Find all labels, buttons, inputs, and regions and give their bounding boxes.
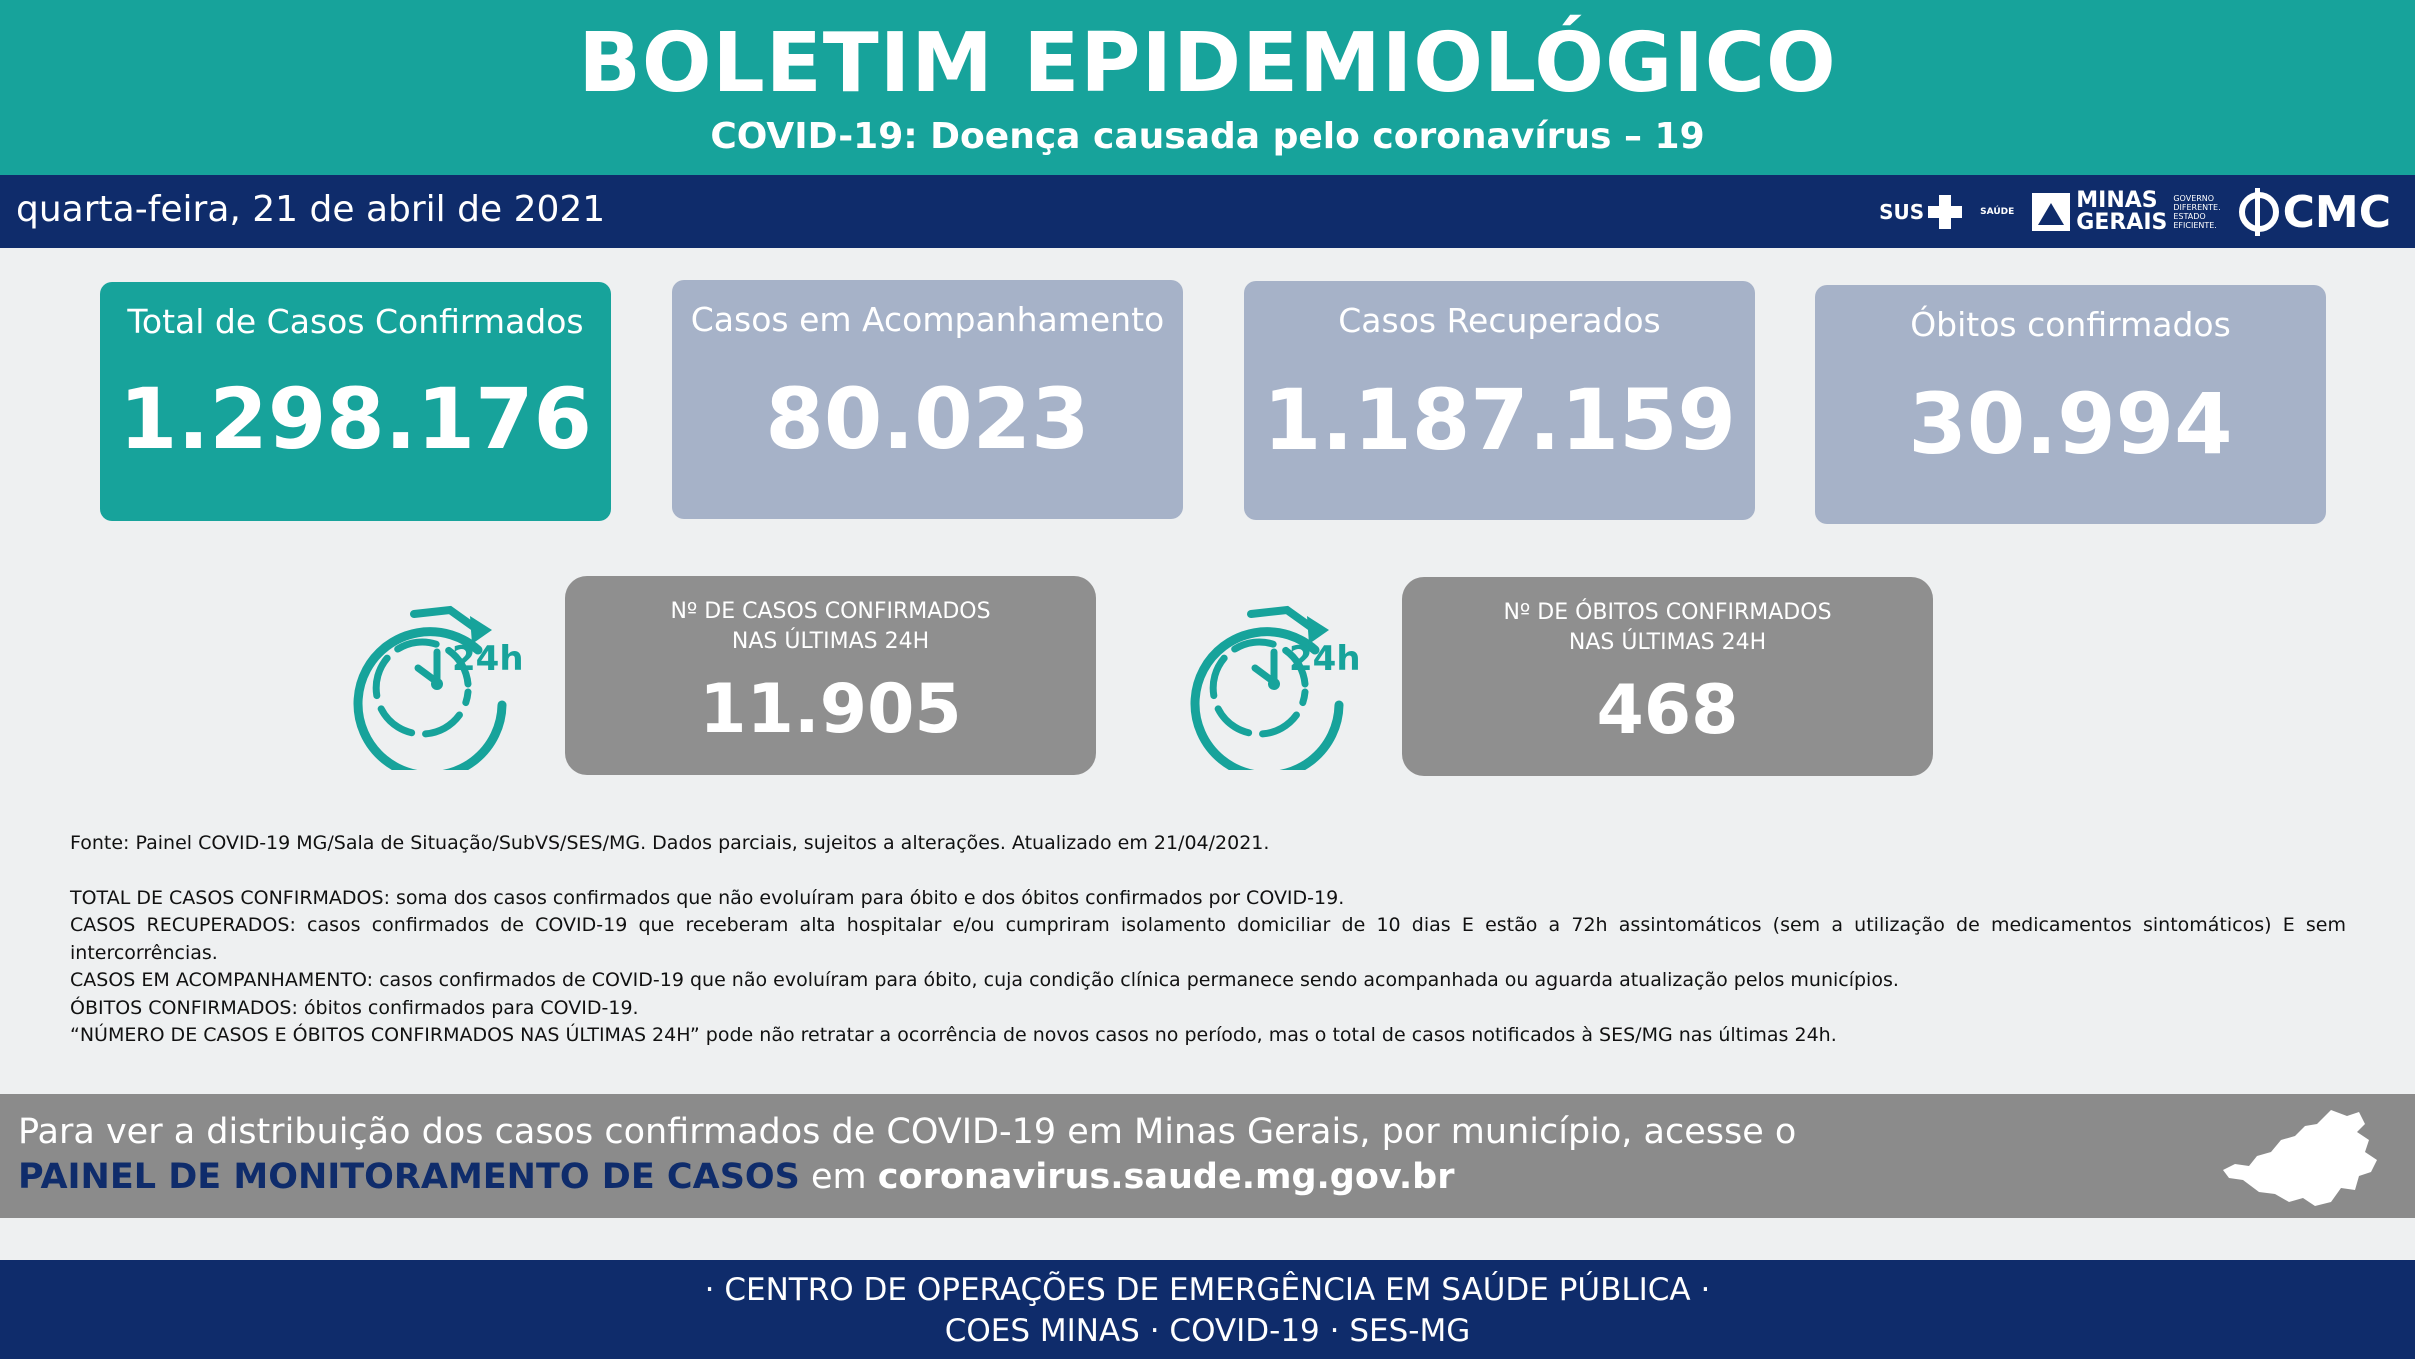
footer-line1: · CENTRO DE OPERAÇÕES DE EMERGÊNCIA EM SAÚDE PÚBLICA · [704, 1272, 1711, 1308]
clock-24h-icon [1187, 600, 1362, 770]
page-title: BOLETIM EPIDEMIOLÓGICO [578, 16, 1837, 111]
card-value: 30.994 [1908, 375, 2233, 473]
footer-bar [0, 1260, 2415, 1359]
access-text: Para ver a distribuição dos casos confirmados de COVID-19 em Minas Gerais, por município, acesse o [18, 1112, 1797, 1152]
clock-label: 24h [1289, 639, 1361, 679]
definition-deaths: ÓBITOS CONFIRMADOS: óbitos confirmados para COVID-19. [70, 996, 639, 1019]
card-deaths-24h [1402, 577, 1933, 776]
mg-logo-line2: GERAIS [2076, 210, 2168, 235]
card-label-line2: NAS ÚLTIMAS 24H [731, 629, 930, 654]
sus-logo-text: SUS [1879, 200, 1925, 224]
header-banner [0, 0, 2415, 175]
card-label-line1: Nº DE ÓBITOS CONFIRMADOS [1503, 600, 1832, 625]
clock-label: 24h [452, 639, 524, 679]
access-banner [0, 1094, 2415, 1218]
card-label: Casos em Acompanhamento [690, 300, 1165, 339]
card-value: 11.905 [699, 670, 962, 749]
cmc-logo-text: CMC [2282, 186, 2391, 238]
access-link-line [18, 1157, 1454, 1197]
footer-line2: COES MINAS · COVID-19 · SES-MG [944, 1313, 1471, 1349]
card-label-line1: Nº DE CASOS CONFIRMADOS [670, 599, 991, 624]
definition-recovered: CASOS RECUPERADOS: casos confirmados de COVID-19 que receberam alta hospitalar e/ou cumpriram isolamento domiciliar de 10 dias E estão a 72h assintomáticos (sem a utilização de medicamentos sintomáticos) E sem intercorrências. [70, 914, 2346, 964]
card-deaths [1815, 285, 2326, 524]
mg-logo-line1: MINAS [2076, 188, 2158, 213]
minas-gerais-map-icon [2219, 1106, 2389, 1211]
definition-monitoring: CASOS EM ACOMPANHAMENTO: casos confirmados de COVID-19 que não evoluíram para óbito, cuja condição clínica permanece sendo acompanhada ou aguarda atualização pelos municípios. [70, 969, 1899, 991]
card-label-line2: NAS ÚLTIMAS 24H [1568, 630, 1767, 655]
cmc-logo [2239, 187, 2391, 238]
notes-section [70, 830, 2346, 1050]
mg-tagline-2: DIFERENTE. [2173, 203, 2221, 212]
card-monitoring [672, 280, 1183, 519]
access-em: em [799, 1157, 878, 1197]
mg-tagline-1: GOVERNO [2173, 194, 2215, 203]
bulletin-date: quarta-feira, 21 de abril de 2021 [16, 189, 606, 230]
card-total-confirmed [100, 282, 611, 521]
cmc-ring-icon [2239, 192, 2279, 232]
card-value: 468 [1596, 671, 1739, 750]
card-label: Óbitos confirmados [1910, 305, 2231, 344]
card-value: 1.298.176 [119, 370, 592, 468]
sus-logo [1879, 195, 1962, 229]
url-link[interactable]: coronavirus.saude.mg.gov.br [877, 1157, 1455, 1197]
mg-tagline-4: EFICIENTE. [2173, 221, 2217, 230]
card-value: 1.187.159 [1263, 371, 1736, 469]
card-label: Casos Recuperados [1338, 301, 1661, 340]
card-cases-24h [565, 576, 1096, 775]
source-note: Fonte: Painel COVID-19 MG/Sala de Situação/SubVS/SES/MG. Dados parciais, sujeitos a alterações. Atualizado em 21/04/2021. [70, 832, 1270, 854]
definition-total: TOTAL DE CASOS CONFIRMADOS: soma dos casos confirmados que não evoluíram para óbito e dos óbitos confirmados por COVID-19. [70, 886, 1345, 909]
panel-link[interactable]: PAINEL DE MONITORAMENTO DE CASOS [18, 1157, 800, 1197]
mountain-icon [2032, 193, 2070, 231]
clock-24h-icon [350, 600, 525, 770]
minas-gerais-logo [2032, 190, 2220, 234]
mg-tagline-3: ESTADO [2173, 212, 2206, 221]
card-label: Total de Casos Confirmados [127, 302, 584, 341]
definition-24h: “NÚMERO DE CASOS E ÓBITOS CONFIRMADOS NAS ÚLTIMAS 24H” pode não retratar a ocorrência de novos casos no período, mas o total de casos notificados à SES/MG nas últimas 24h. [70, 1024, 1837, 1046]
date-bar [0, 175, 2415, 248]
card-recovered [1244, 281, 1755, 520]
logo-strip [1879, 183, 2391, 241]
saude-label: SAÚDE [1980, 207, 2015, 217]
page-subtitle: COVID-19: Doença causada pelo coronavírus – 19 [710, 116, 1705, 157]
plus-icon [1928, 195, 1962, 229]
card-value: 80.023 [765, 370, 1090, 468]
